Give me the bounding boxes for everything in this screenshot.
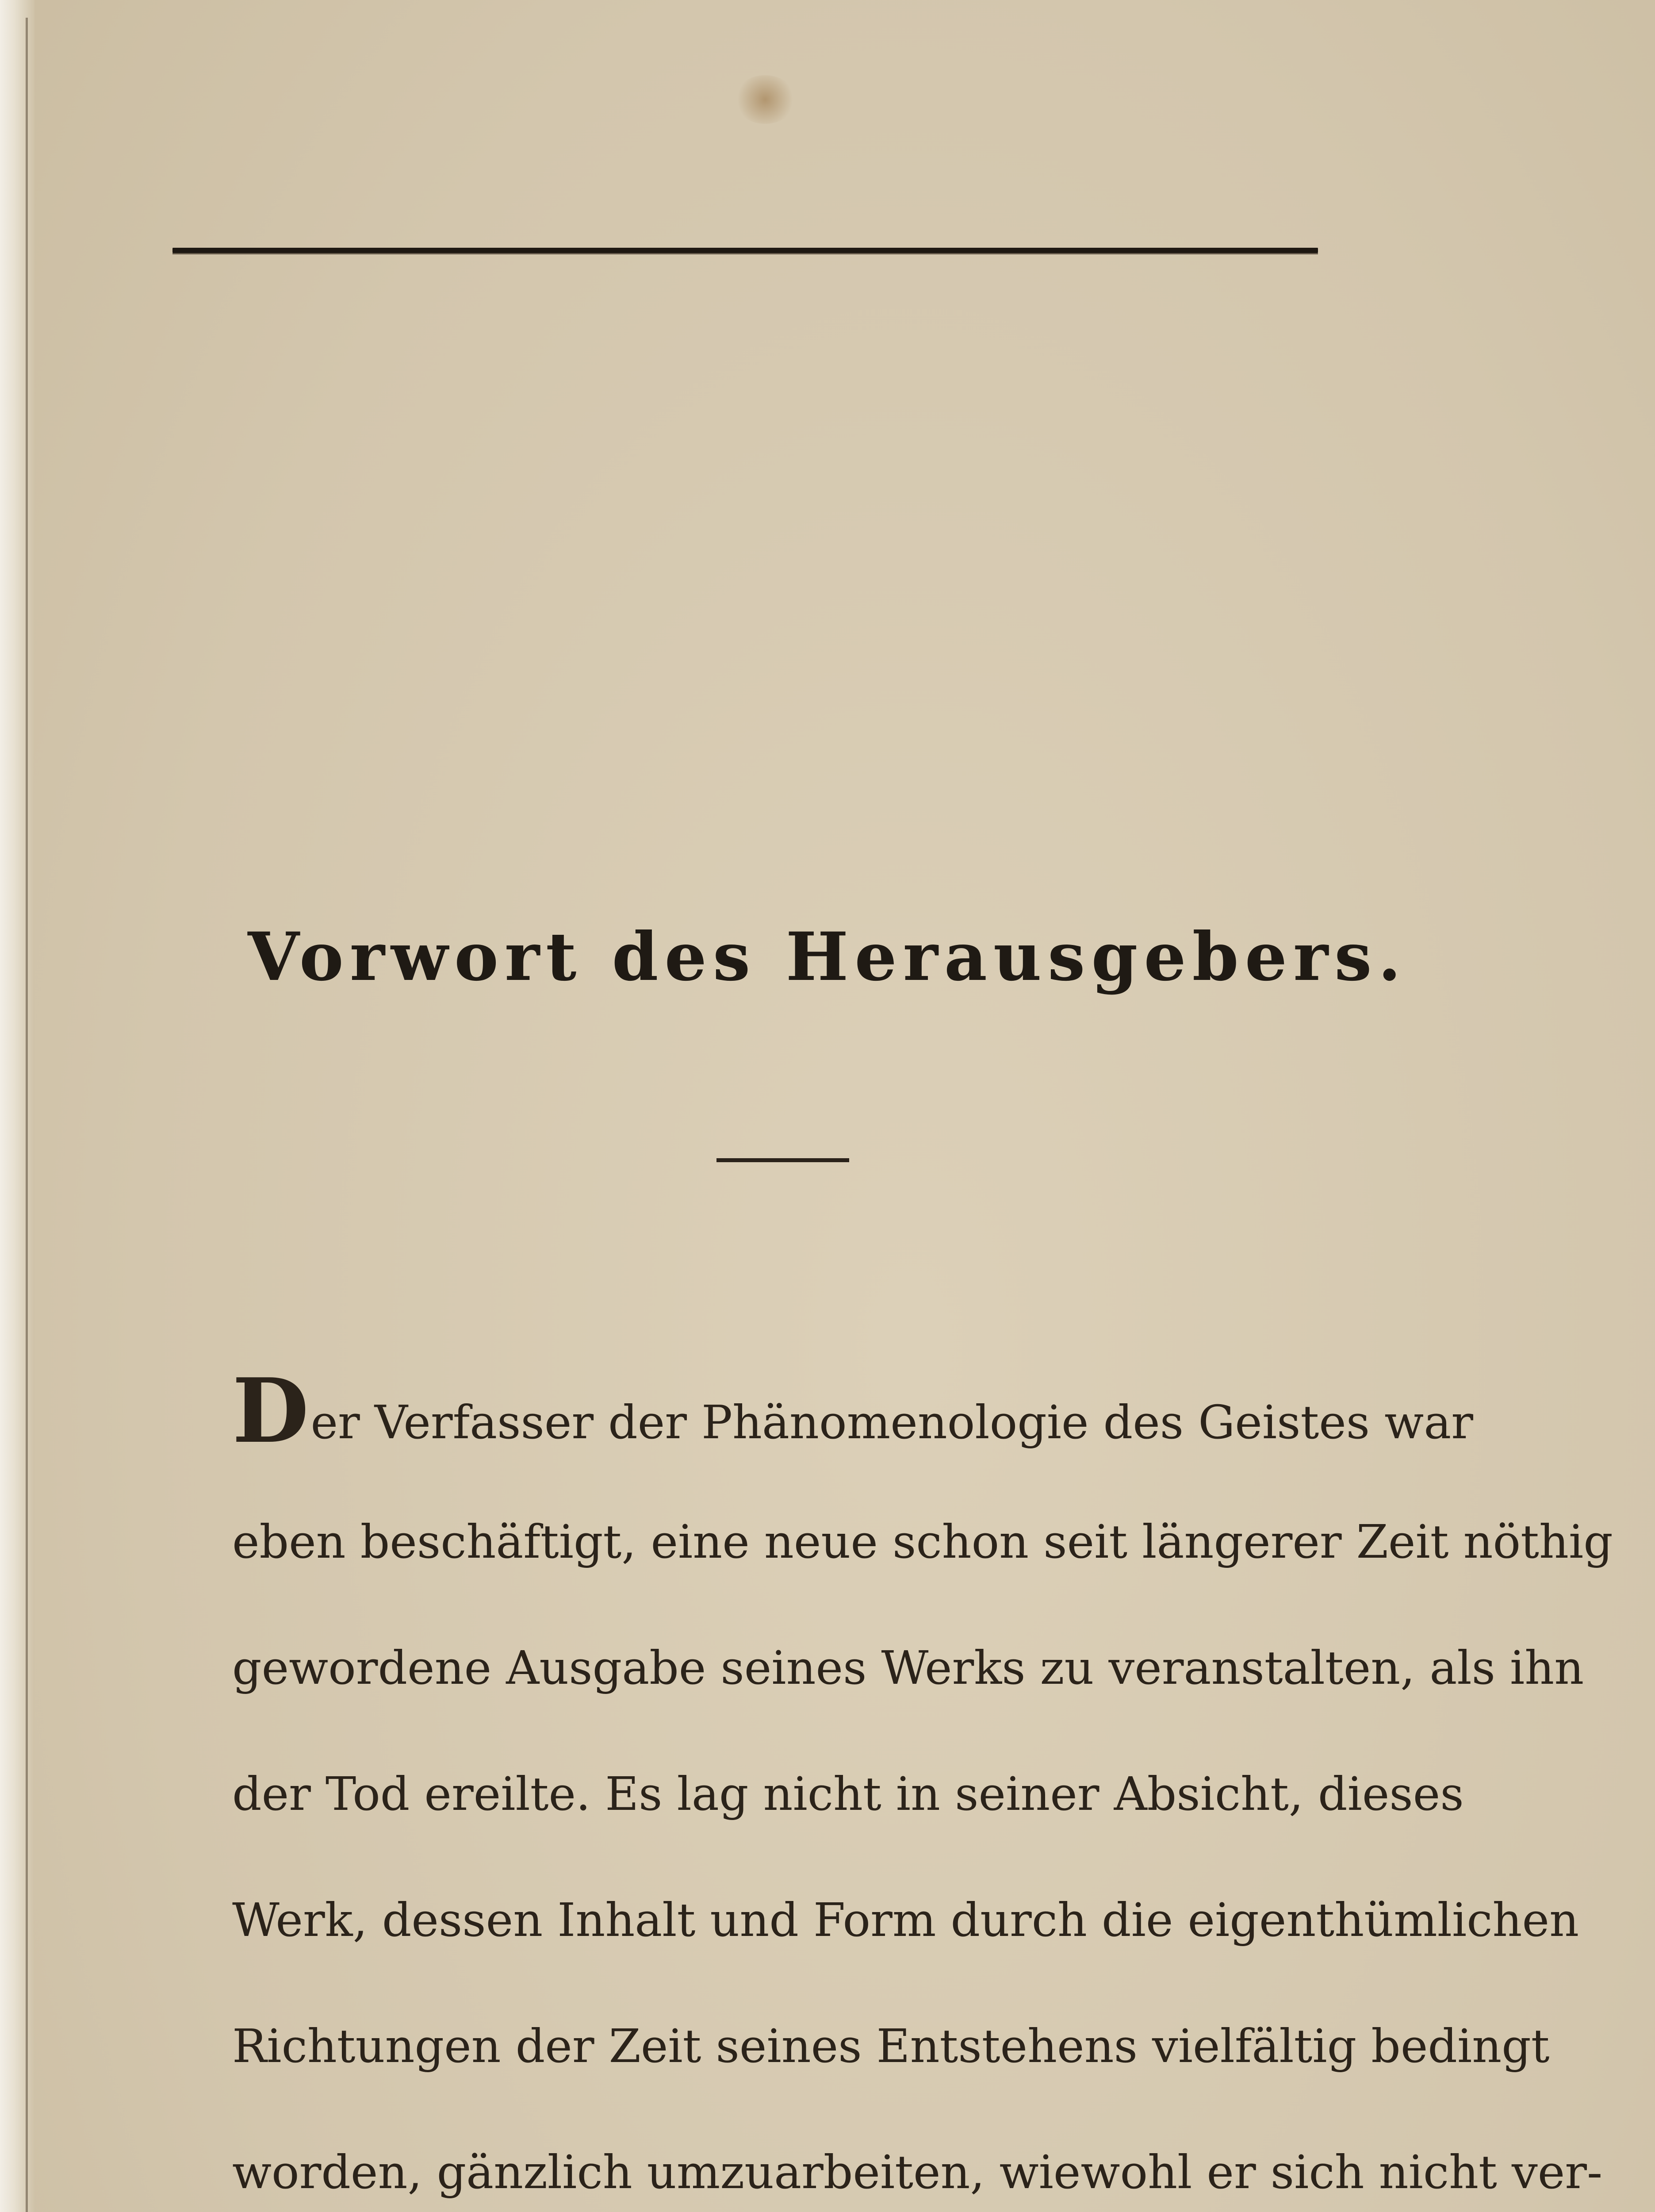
text-line	[232, 2135, 1603, 2212]
initial-letter: D	[232, 1359, 309, 1463]
text-line	[232, 2008, 1550, 2135]
text-line-content: worden, gänzlich umzuarbeiten, wiewohl er sich nicht ver-	[232, 2145, 1603, 2199]
binding-line	[26, 18, 28, 2212]
initial-line-rest: er Verfasser der Phänomenologie des Geistes war	[310, 1395, 1473, 1449]
text-line-content: Werk, dessen Inhalt und Form durch die eigenthümlichen	[232, 1893, 1579, 1947]
paper-stain	[734, 75, 796, 124]
text-line-content: der Tod ereilte. Es lag nicht in seiner Absicht, dieses	[232, 1767, 1464, 1821]
page-gutter	[0, 0, 34, 2212]
text-line	[232, 1359, 1473, 1504]
text-line-content: gewordene Ausgabe seines Werks zu veranstalten, als ihn	[232, 1641, 1584, 1695]
text-line	[232, 1504, 1613, 1630]
text-line	[232, 1756, 1462, 1882]
text-line-content: Richtungen der Zeit seines Entstehens vielfältig bedingt	[232, 2019, 1550, 2073]
title-divider	[716, 1158, 849, 1162]
text-line-content: eben beschäftigt, eine neue schon seit längerer Zeit nöthig	[232, 1515, 1613, 1569]
body-text	[232, 1359, 1613, 2212]
text-line	[232, 1882, 1579, 2008]
page-title: Vorwort des Herausgebers.	[248, 918, 1407, 996]
text-line-content	[232, 1359, 1473, 1463]
text-line	[232, 1630, 1584, 1756]
header-rule-thin	[172, 253, 1318, 254]
